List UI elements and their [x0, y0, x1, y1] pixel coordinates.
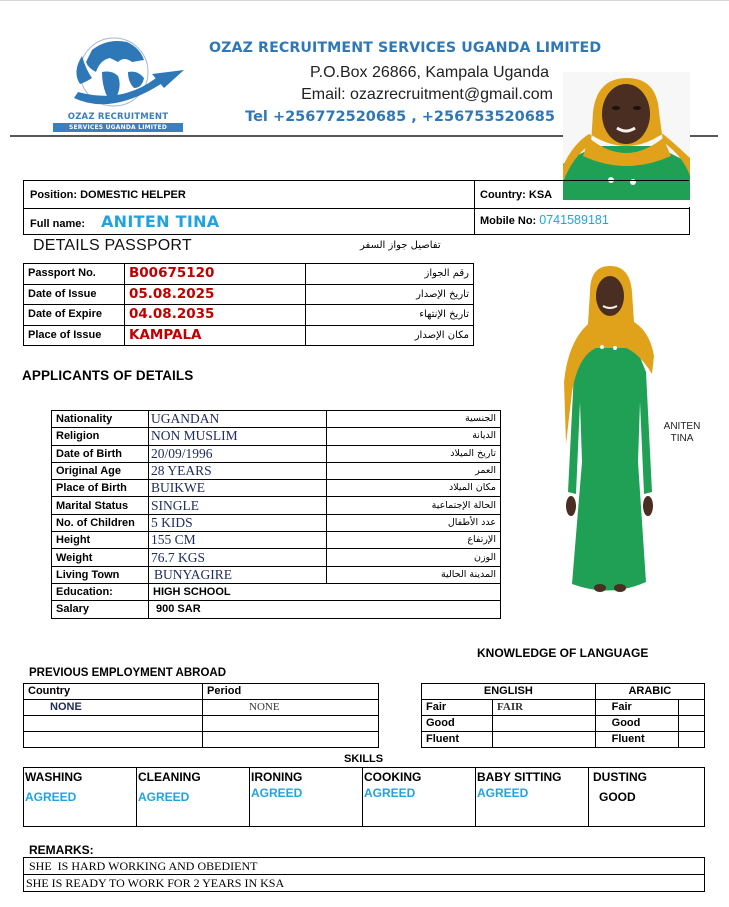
table-row: [52, 583, 501, 600]
remark-line: SHE IS READY TO WORK FOR 2 YEARS IN KSA: [24, 875, 705, 892]
photo-caption-line1: ANITEN: [663, 421, 701, 432]
arabic-level-label: Fluent: [595, 732, 678, 748]
applicant-value: 28 YEARS: [149, 462, 327, 479]
education-value: HIGH SCHOOL: [149, 583, 501, 600]
previous-employment-title: PREVIOUS EMPLOYMENT ABROAD: [29, 667, 227, 679]
english-level-label: Fair: [422, 700, 493, 716]
table-header-row: [24, 684, 379, 700]
applicant-details-table: [51, 410, 501, 619]
column-header-country: Country: [24, 684, 203, 700]
skill-name: CLEANING: [138, 770, 201, 784]
passport-label-arabic: مكان الإصدار: [306, 325, 474, 346]
passport-value: 04.08.2035: [125, 305, 306, 326]
arabic-level-value: [678, 716, 704, 732]
salary-label: Salary: [52, 601, 149, 618]
employment-period: NONE: [203, 700, 379, 716]
applicant-label-arabic: المدينة الحالية: [327, 566, 501, 583]
employment-country: NONE: [24, 700, 203, 716]
applicant-value: BUNYAGIRE: [149, 566, 327, 583]
company-name: OZAZ RECRUITMENT SERVICES UGANDA LIMITED: [209, 40, 602, 56]
table-row: [52, 411, 501, 428]
applicant-label-arabic: الإرتفاع: [327, 532, 501, 549]
applicant-label-arabic: تاريخ الميلاد: [327, 445, 501, 462]
logo-text-line2: SERVICES UGANDA LIMITED: [53, 123, 183, 132]
passport-value: KAMPALA: [125, 325, 306, 346]
remark-line: SHE IS HARD WORKING AND OBEDIENT: [24, 858, 705, 875]
passport-label-arabic: رقم الجواز: [306, 264, 474, 285]
table-row: [24, 325, 474, 346]
table-header-row: [422, 684, 705, 700]
applicant-label-arabic: الوزن: [327, 549, 501, 566]
skill-cell: [137, 768, 250, 827]
passport-label: Date of Expire: [24, 305, 125, 326]
applicant-label: Weight: [52, 549, 149, 566]
logo-text-line1: OZAZ RECRUITMENT: [67, 112, 169, 122]
skill-cell: [589, 768, 705, 827]
passport-value: 05.08.2025: [125, 284, 306, 305]
passport-value: B00675120: [125, 264, 306, 285]
header-divider-right: [690, 135, 718, 137]
table-row: [52, 566, 501, 583]
english-level-value: [493, 732, 596, 748]
company-telephone: Tel +256772520685 , +256753520685: [245, 109, 555, 125]
remarks-table: [23, 857, 705, 892]
applicant-label: Living Town: [52, 566, 149, 583]
position-box-divider: [474, 180, 475, 234]
skill-name: WASHING: [25, 770, 83, 784]
english-level-value: FAIR: [493, 700, 596, 716]
english-level-value: [493, 716, 596, 732]
photo-caption: [655, 421, 709, 445]
column-header-english: ENGLISH: [422, 684, 596, 700]
table-row: [24, 875, 705, 892]
applicant-value: 5 KIDS: [149, 514, 327, 531]
employment-country: [24, 732, 203, 748]
column-header-arabic: ARABIC: [595, 684, 704, 700]
skill-name: COOKING: [364, 770, 422, 784]
skills-table: [23, 767, 705, 827]
arabic-level-value: [678, 700, 704, 716]
language-section-title: KNOWLEDGE OF LANGUAGE: [477, 646, 649, 660]
country-field: Country: KSA: [480, 189, 553, 201]
salary-value: 900 SAR: [149, 601, 501, 618]
applicant-value: SINGLE: [149, 497, 327, 514]
applicant-label-arabic: عدد الأطفال: [327, 514, 501, 531]
skill-value: AGREED: [25, 790, 77, 804]
skill-cell: [24, 768, 137, 827]
language-table: [421, 683, 705, 748]
applicant-full-body-photo: [560, 262, 660, 597]
applicant-label-arabic: الجنسية: [327, 411, 501, 428]
table-row: [52, 480, 501, 497]
english-level-label: Fluent: [422, 732, 493, 748]
table-row: [422, 732, 705, 748]
table-row: [24, 768, 705, 827]
table-row: [24, 264, 474, 285]
fullname-value: ANITEN TINA: [101, 212, 220, 231]
mobile-value: 0741589181: [539, 213, 609, 227]
skill-cell: [363, 768, 476, 827]
applicant-value: NON MUSLIM: [149, 428, 327, 445]
table-row: [52, 462, 501, 479]
arabic-level-label: Fair: [595, 700, 678, 716]
employment-period: [203, 732, 379, 748]
skill-value: AGREED: [138, 790, 190, 804]
applicant-label: Height: [52, 532, 149, 549]
skill-cell: [250, 768, 363, 827]
fullname-label: Full name:: [30, 218, 86, 230]
applicant-value: 76.7 KGS: [149, 549, 327, 566]
employment-country: [24, 716, 203, 732]
skills-section-title: SKILLS: [344, 753, 384, 765]
table-row: [24, 858, 705, 875]
table-row: [24, 284, 474, 305]
column-header-period: Period: [203, 684, 379, 700]
applicant-section-title: APPLICANTS OF DETAILS: [22, 368, 194, 383]
passport-section-title: DETAILS PASSPORT: [33, 237, 192, 254]
table-row: [52, 497, 501, 514]
skill-cell: [476, 768, 589, 827]
skill-value: AGREED: [477, 786, 529, 800]
table-row: [24, 305, 474, 326]
skill-name: BABY SITTING: [477, 770, 562, 784]
passport-table: [23, 263, 474, 346]
skill-name: IRONING: [251, 770, 303, 784]
table-row: [52, 601, 501, 618]
passport-section-title-arabic: تفاصيل جواز السفر: [360, 240, 441, 251]
skill-value: AGREED: [364, 786, 416, 800]
passport-label: Date of Issue: [24, 284, 125, 305]
company-address: P.O.Box 26866, Kampala Uganda: [310, 64, 549, 81]
applicant-label-arabic: الديانة: [327, 428, 501, 445]
applicant-label: No. of Children: [52, 514, 149, 531]
table-row: [52, 428, 501, 445]
passport-label-arabic: تاريخ الإصدار: [306, 284, 474, 305]
remarks-title: REMARKS:: [29, 843, 94, 857]
applicant-label-arabic: العمر: [327, 462, 501, 479]
passport-label-arabic: تاريخ الإنتهاء: [306, 305, 474, 326]
table-row: [422, 716, 705, 732]
english-level-label: Good: [422, 716, 493, 732]
skill-value: GOOD: [599, 790, 636, 804]
skill-name: DUSTING: [593, 770, 647, 784]
header-divider: [10, 135, 563, 137]
arabic-level-label: Good: [595, 716, 678, 732]
applicant-label: Place of Birth: [52, 480, 149, 497]
table-row: [24, 732, 379, 748]
applicant-label-arabic: مكان الميلاد: [327, 480, 501, 497]
photo-caption-line2: TINA: [670, 433, 694, 444]
applicant-label: Nationality: [52, 411, 149, 428]
applicant-label: Religion: [52, 428, 149, 445]
applicant-label: Marital Status: [52, 497, 149, 514]
passport-label: Place of Issue: [24, 325, 125, 346]
applicant-value: 20/09/1996: [149, 445, 327, 462]
position-field: Position: DOMESTIC HELPER: [30, 189, 186, 201]
mobile-field: [480, 213, 609, 227]
skill-value: AGREED: [251, 786, 303, 800]
table-row: [52, 514, 501, 531]
table-row: [422, 700, 705, 716]
employment-period: [203, 716, 379, 732]
mobile-label: Mobile No:: [480, 215, 540, 227]
applicant-value: BUIKWE: [149, 480, 327, 497]
applicant-value: 155 CM: [149, 532, 327, 549]
table-row: [52, 445, 501, 462]
applicant-value: UGANDAN: [149, 411, 327, 428]
education-label: Education:: [52, 583, 149, 600]
passport-label: Passport No.: [24, 264, 125, 285]
applicant-label: Date of Birth: [52, 445, 149, 462]
arabic-level-value: [678, 732, 704, 748]
company-email: Email: ozazrecruitment@gmail.com: [301, 86, 553, 103]
table-row: [52, 549, 501, 566]
top-border: [0, 0, 729, 1]
previous-employment-table: [23, 683, 379, 748]
applicant-label: Original Age: [52, 462, 149, 479]
table-row: [24, 716, 379, 732]
applicant-label-arabic: الحالة الإجتماعية: [327, 497, 501, 514]
table-row: [24, 700, 379, 716]
table-row: [52, 532, 501, 549]
